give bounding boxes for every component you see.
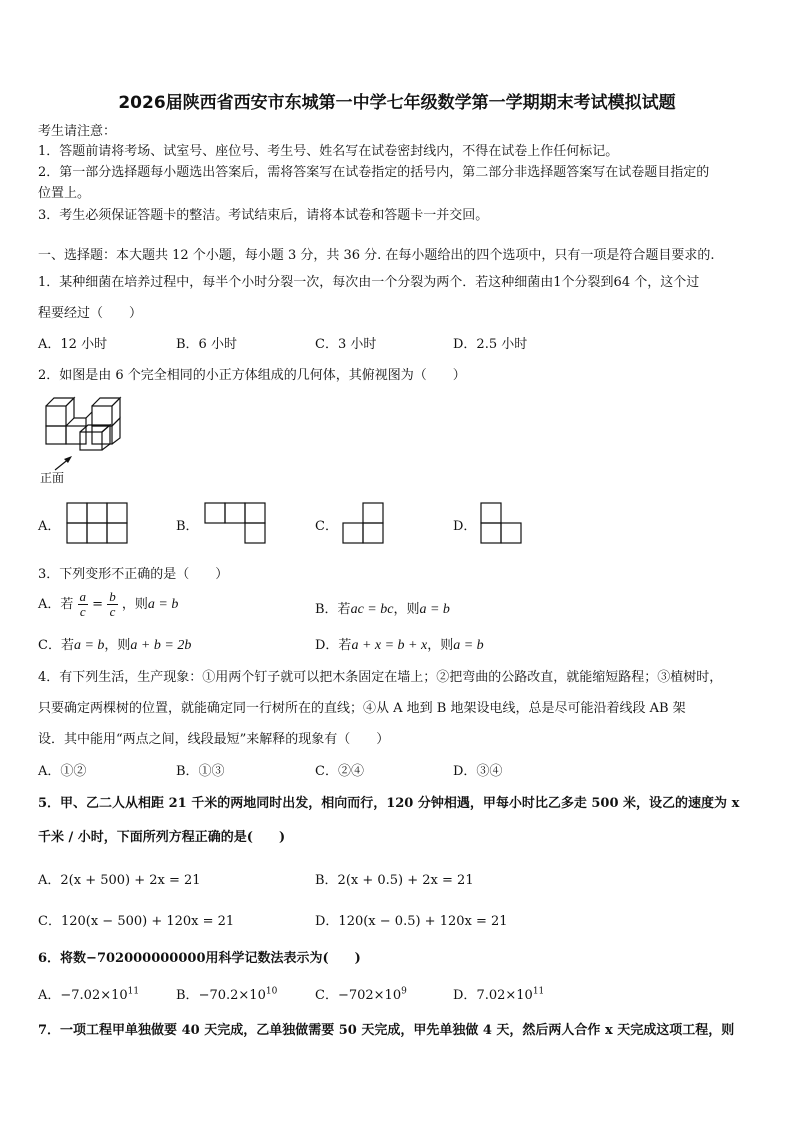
q5-option-a: A．2(x + 500) + 2x = 21	[38, 873, 201, 888]
q6-option-d	[453, 984, 544, 1003]
q3-b-prefix: B．若	[315, 602, 351, 617]
q2-option-c-figure	[342, 502, 384, 544]
q4-stem-line3: 设．其中能用“两点之间，线段最短”来解释的现象有（ ）	[38, 732, 390, 747]
q6-a-letter: A．	[38, 988, 61, 1003]
q4-option-a: A．①②	[38, 764, 87, 779]
q3-c-condition: a = b	[73, 638, 105, 653]
q4-option-d: D．③④	[453, 764, 503, 779]
q1-stem-line1: 1．某种细菌在培养过程中，每半个小时分裂一次，每次由一个分裂为两个．若这种细菌由1个分裂到64 个，这个过	[38, 275, 700, 290]
q3-a-prefix: A．若	[38, 597, 74, 612]
q5-stem-line2: 千米 / 小时，下面所列方程正确的是( )	[38, 830, 286, 845]
q6-c-base: −702×10	[337, 988, 402, 1003]
q3-a-num2: b	[109, 589, 116, 604]
notice-item-2-cont: 位置上。	[38, 186, 91, 201]
q2-solid-figure	[40, 392, 130, 456]
q6-option-c	[315, 984, 407, 1003]
q3-d-conclusion: a = b	[453, 638, 484, 653]
q2-option-b-letter: B．	[176, 519, 199, 534]
q3-b-conclusion: a = b	[419, 602, 450, 617]
q5-option-c: C．120(x − 500) + 120x = 21	[38, 914, 235, 929]
q6-option-a	[38, 984, 139, 1003]
q6-d-exp: 11	[532, 986, 545, 997]
q2-option-a-figure	[66, 502, 128, 544]
q3-a-den1: c	[79, 604, 86, 619]
q6-a-exp: 11	[127, 986, 140, 997]
q3-option-c	[38, 634, 191, 654]
section-heading: 一、选择题：本大题共 12 个小题，每小题 3 分，共 36 分. 在每小题给出的四个选项中，只有一项是符合题目要求的.	[38, 248, 715, 263]
q3-d-condition: a + x = b + x	[351, 638, 428, 653]
q2-option-a-letter: A．	[38, 519, 61, 534]
notice-item-1: 1．答题前请将考场、试室号、座位号、考生号、姓名写在试卷密封线内，不得在试卷上作任何标记。	[38, 144, 619, 159]
q4-option-c: C．②④	[315, 764, 364, 779]
q1-option-a: A．12 小时	[38, 337, 108, 352]
q1-stem-line2: 程要经过（ ）	[38, 306, 143, 321]
q3-option-b	[315, 598, 450, 618]
q6-c-exp: 9	[401, 986, 407, 997]
q2-option-b-figure	[204, 502, 266, 544]
notice-item-2: 2．第一部分选择题每小题选出答案后，需将答案写在试卷指定的括号内，第二部分非选择题答案写在试卷题目指定的	[38, 165, 710, 180]
notice-item-3: 3．考生必须保证答题卡的整洁。考试结束后，请将本试卷和答题卡一并交回。	[38, 208, 489, 223]
q6-d-base: 7.02×10	[476, 988, 533, 1003]
q3-c-prefix: C．若	[38, 638, 74, 653]
q3-d-prefix: D．若	[315, 638, 352, 653]
q4-stem-line1: 4．有下列生活，生产现象：①用两个钉子就可以把木条固定在墙上；②把弯曲的公路改直，就能缩短路程；③植树时，	[38, 670, 723, 685]
q1-option-c: C．3 小时	[315, 337, 377, 352]
q2-option-d-figure	[480, 502, 522, 544]
q2-stem: 2．如图是由 6 个完全相同的小正方体组成的几何体，其俯视图为（ ）	[38, 368, 466, 383]
q1-option-d: D．2.5 小时	[453, 337, 528, 352]
q3-a-conclusion: a = b	[147, 597, 179, 612]
q4-stem-line2: 只要确定两棵树的位置，就能确定同一行树所在的直线；④从 A 地到 B 地架设电线，总是尽可能沿着线段 AB 架	[38, 701, 686, 716]
q6-option-b	[176, 984, 277, 1003]
q6-b-exp: 10	[265, 986, 278, 997]
q3-c-mid: ，则	[104, 638, 131, 653]
notice-heading: 考生请注意：	[38, 124, 117, 139]
front-view-label: 正面	[40, 471, 65, 485]
q3-c-conclusion: a + b = 2b	[130, 638, 192, 653]
q6-a-base: −7.02×10	[60, 988, 128, 1003]
q3-b-condition: ac = bc	[350, 602, 394, 617]
q3-a-num1: a	[79, 589, 87, 604]
q5-stem-line1: 5．甲、乙二人从相距 21 千米的两地同时出发，相向而行，120 分钟相遇，甲每小时比乙多走 500 米，设乙的速度为 x	[38, 796, 740, 811]
q3-a-suffix: ，则	[121, 597, 148, 612]
q5-option-d: D．120(x − 0.5) + 120x = 21	[315, 914, 508, 929]
q3-a-fraction-2	[107, 590, 118, 619]
q2-option-c-letter: C．	[315, 519, 338, 534]
q1-option-b: B．6 小时	[176, 337, 237, 352]
q6-b-letter: B．	[176, 988, 199, 1003]
q3-option-d	[315, 634, 484, 654]
q6-d-letter: D．	[453, 988, 477, 1003]
q3-b-mid: ，则	[393, 602, 420, 617]
q6-c-letter: C．	[315, 988, 338, 1003]
q6-stem: 6．将数−702000000000用科学记数法表示为( )	[38, 951, 361, 966]
q5-option-b: B．2(x + 0.5) + 2x = 21	[315, 873, 474, 888]
q7-stem-line1: 7．一项工程甲单独做要 40 天完成，乙单独做需要 50 天完成，甲先单独做 4 天，然后两人合作 x 天完成这项工程，则	[38, 1023, 735, 1038]
q2-option-d-letter: D．	[453, 519, 477, 534]
q3-a-equals: =	[92, 597, 104, 612]
q3-stem: 3．下列变形不正确的是（ ）	[38, 567, 229, 582]
page-title: 2026届陕西省西安市东城第一中学七年级数学第一学期期末考试模拟试题	[118, 93, 676, 113]
q3-a-fraction-1	[78, 590, 89, 619]
q4-option-b: B．①③	[176, 764, 225, 779]
q3-option-a	[38, 590, 178, 619]
q3-d-mid: ，则	[427, 638, 454, 653]
q3-a-den2: c	[109, 604, 116, 619]
q6-b-base: −70.2×10	[198, 988, 266, 1003]
